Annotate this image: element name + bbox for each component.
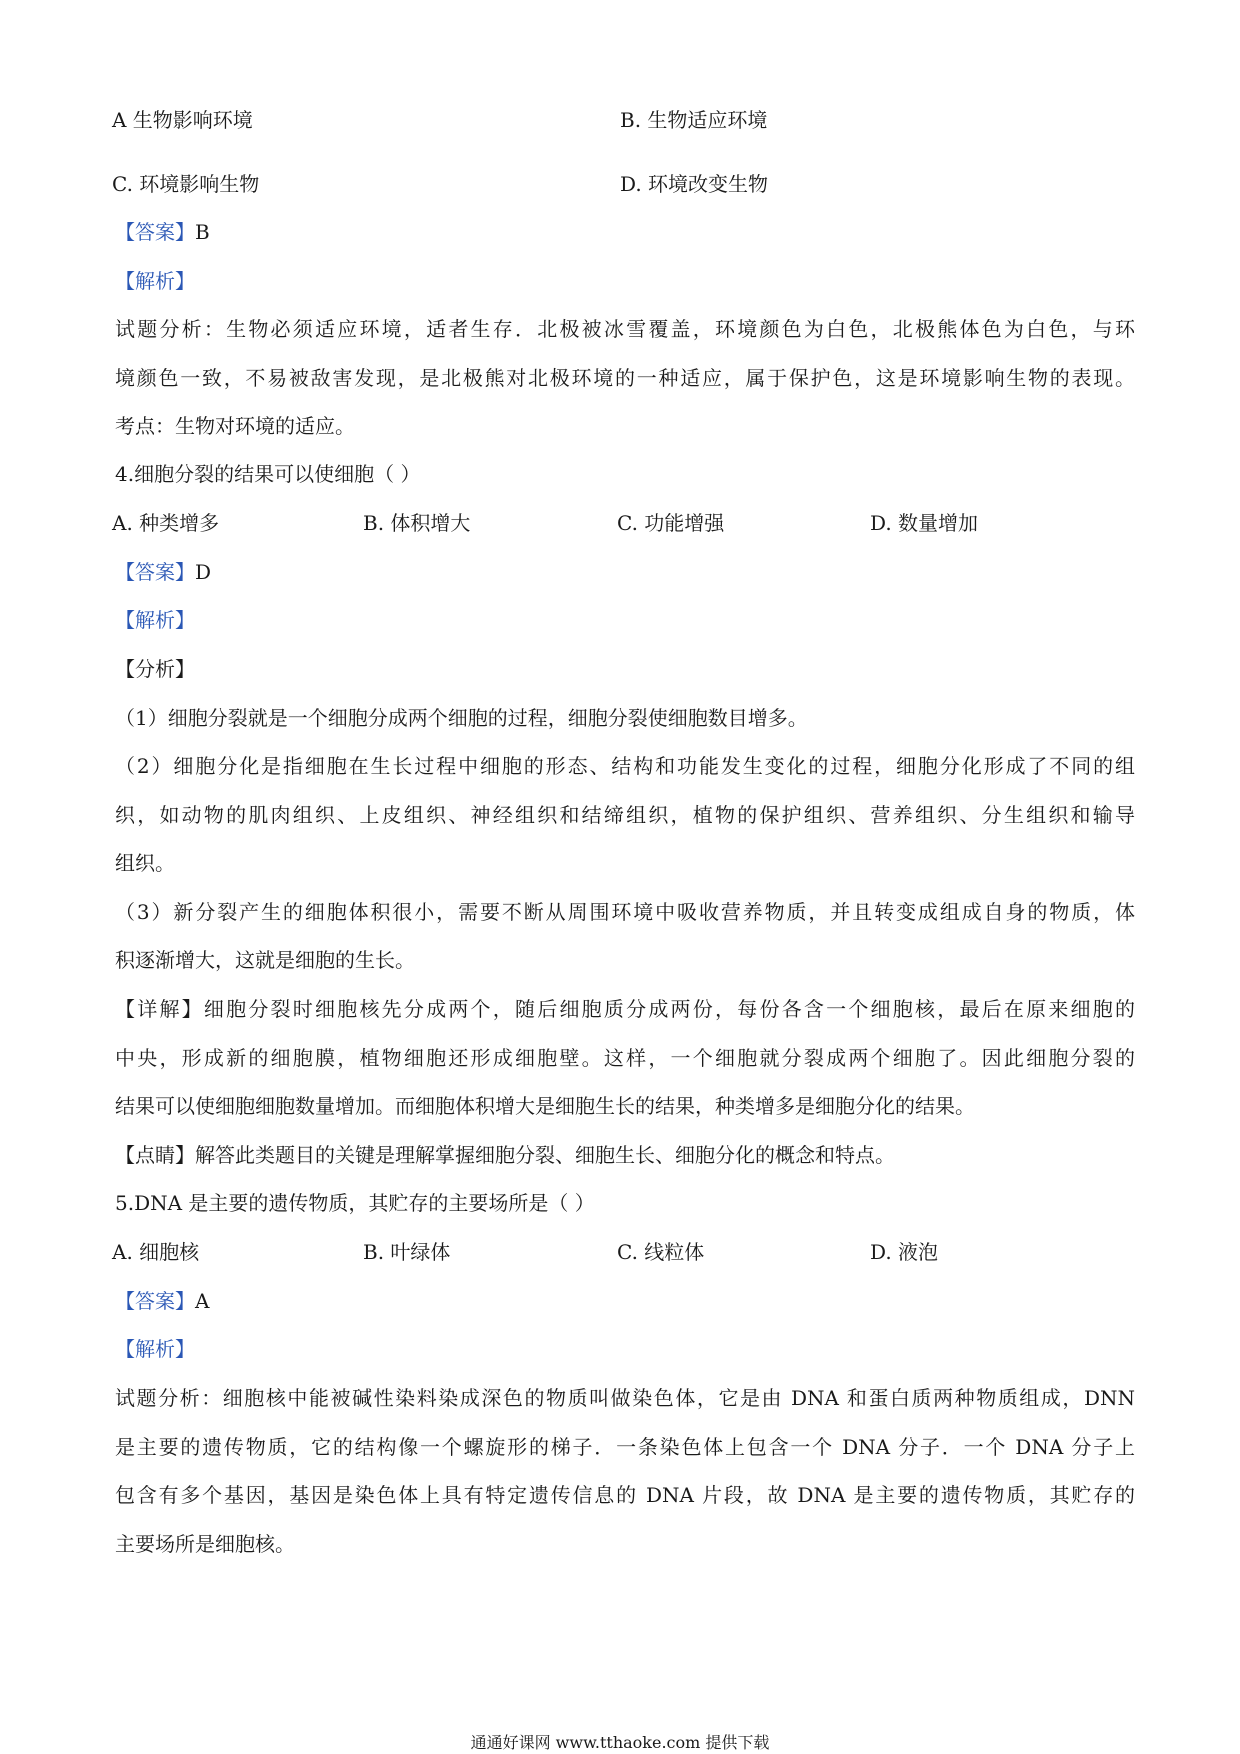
q3-analysis-tag: 【解析】 xyxy=(115,269,195,293)
q3-option-a: A 生物影响环境 xyxy=(112,108,253,132)
q4-analysis-tag: 【解析】 xyxy=(115,608,195,632)
answer-value: B xyxy=(195,220,210,244)
answer-tag: 【答案】 xyxy=(115,1289,195,1313)
q5-option-a: A. 细胞核 xyxy=(112,1240,200,1264)
q3-option-b: B. 生物适应环境 xyxy=(620,108,768,132)
dianjing-tag: 【点睛】 xyxy=(115,1143,195,1167)
dianjing-text: 解答此类题目的关键是理解掌握细胞分裂、细胞生长、细胞分化的概念和特点。 xyxy=(195,1143,895,1167)
q4-dianjing xyxy=(115,1142,895,1168)
q5-option-c: C. 线粒体 xyxy=(617,1240,705,1264)
q5-analysis-line: 是主要的遗传物质，它的结构像一个螺旋形的梯子．一条染色体上包含一个 DNA 分子．一个 DNA 分子上 xyxy=(115,1435,1135,1459)
page-footer: 通通好课网 www.tthaoke.com 提供下载 xyxy=(470,1733,770,1752)
q4-fenxi-line: 织，如动物的肌肉组织、上皮组织、神经组织和结缔组织，植物的保护组织、营养组织、分生组织和输导 xyxy=(115,803,1135,827)
answer-tag: 【答案】 xyxy=(115,560,195,584)
answer-tag: 【答案】 xyxy=(115,220,195,244)
answer-value: D xyxy=(195,560,212,584)
q4-option-a: A. 种类增多 xyxy=(112,511,220,535)
q4-option-d: D. 数量增加 xyxy=(870,511,979,535)
q4-detail xyxy=(115,996,1135,1022)
detail-line: 细胞分裂时细胞核先分成两个，随后细胞质分成两份，每份各含一个细胞核，最后在原来细胞的 xyxy=(203,997,1136,1021)
q4-fenxi-line: （2）细胞分化是指细胞在生长过程中细胞的形态、结构和功能发生变化的过程，细胞分化形成了不同的组 xyxy=(115,754,1135,778)
q4-detail-line: 结果可以使细胞细胞数量增加。而细胞体积增大是细胞生长的结果，种类增多是细胞分化的结果。 xyxy=(115,1094,975,1118)
q3-option-d: D. 环境改变生物 xyxy=(620,172,769,196)
q4-fenxi-line: 积逐渐增大，这就是细胞的生长。 xyxy=(115,948,415,972)
q5-option-b: B. 叶绿体 xyxy=(363,1240,451,1264)
q4-option-b: B. 体积增大 xyxy=(363,511,471,535)
q4-question: 4.细胞分裂的结果可以使细胞（ ） xyxy=(115,462,421,486)
q4-fenxi-tag: 【分析】 xyxy=(115,657,195,681)
q5-analysis-tag: 【解析】 xyxy=(115,1337,195,1361)
q4-fenxi-line: （3）新分裂产生的细胞体积很小，需要不断从周围环境中吸收营养物质，并且转变成组成自身的物质，体 xyxy=(115,900,1135,924)
q3-analysis-line: 试题分析：生物必须适应环境，适者生存．北极被冰雪覆盖，环境颜色为白色，北极熊体色为白色，与环 xyxy=(115,317,1135,341)
q4-option-c: C. 功能增强 xyxy=(617,511,725,535)
q4-answer xyxy=(115,559,211,585)
q5-analysis-line: 主要场所是细胞核。 xyxy=(115,1532,295,1556)
q5-question: 5.DNA 是主要的遗传物质，其贮存的主要场所是（ ） xyxy=(115,1191,595,1215)
detail-tag: 【详解】 xyxy=(115,997,204,1021)
q5-analysis-line: 包含有多个基因，基因是染色体上具有特定遗传信息的 DNA 片段，故 DNA 是主要的遗传物质，其贮存的 xyxy=(115,1483,1135,1507)
q4-fenxi-line: 组织。 xyxy=(115,851,175,875)
q5-analysis-line: 试题分析：细胞核中能被碱性染料染成深色的物质叫做染色体，它是由 DNA 和蛋白质两种物质组成，DNN xyxy=(115,1386,1135,1410)
q3-answer xyxy=(115,219,210,245)
q4-fenxi-line: （1）细胞分裂就是一个细胞分成两个细胞的过程，细胞分裂使细胞数目增多。 xyxy=(115,706,808,730)
q3-analysis-line: 考点：生物对环境的适应。 xyxy=(115,414,355,438)
q5-option-d: D. 液泡 xyxy=(870,1240,939,1264)
q5-answer xyxy=(115,1288,209,1314)
q4-detail-line: 中央，形成新的细胞膜，植物细胞还形成细胞壁。这样，一个细胞就分裂成两个细胞了。因此细胞分裂的 xyxy=(115,1046,1135,1070)
q3-option-c: C. 环境影响生物 xyxy=(112,172,260,196)
q3-analysis-line: 境颜色一致，不易被敌害发现，是北极熊对北极环境的一种适应，属于保护色，这是环境影响生物的表现。 xyxy=(115,366,1135,390)
answer-value: A xyxy=(195,1289,210,1313)
